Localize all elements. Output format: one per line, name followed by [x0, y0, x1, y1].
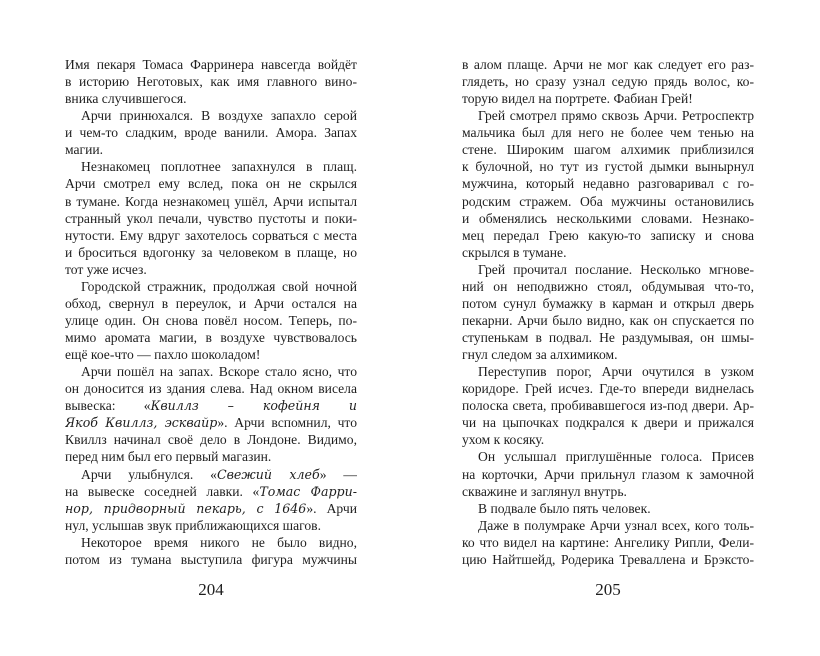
text-line [65, 380, 357, 397]
text-line [65, 158, 357, 175]
text-line [65, 329, 357, 346]
text-line [65, 295, 357, 312]
text-segment: вывеска: « [65, 398, 151, 414]
text-segment: Арчи смотрел ему вслед, пока он не скрылся [65, 176, 357, 192]
text-line [65, 141, 357, 158]
text-segment: Грей смотрел прямо сквозь Арчи. Ретроспектр [478, 108, 754, 124]
text-line [65, 312, 357, 329]
text-line [462, 483, 754, 500]
text-line [65, 56, 357, 73]
text-line [462, 431, 754, 448]
right-page-text [462, 56, 754, 568]
text-line [65, 534, 357, 551]
text-segment: перед ним был его первый магазин. [65, 449, 272, 465]
text-segment: ». Арчи вспомнил, что [217, 415, 357, 431]
text-segment: ступенькам в подвал. Не раздумывая, он шмы- [462, 330, 754, 345]
text-segment: торую видел на портрете. Фабиан Грей! [462, 91, 693, 107]
text-segment: потом сунул бумажку в карман и открыл дверь [462, 295, 754, 311]
text-segment: ещё кое-что — пахло шоколадом! [65, 347, 261, 363]
text-segment: родским стражем. Оба мужчины остановились [462, 193, 754, 209]
text-segment: ний он неподвижно стоял, обдумывая что-то, [462, 278, 754, 294]
text-segment: обход, свернул в переулок, и Арчи остался на [65, 295, 357, 311]
text-segment: вника случившегося. [65, 91, 187, 107]
text-segment: к булочной, но тут из густой дымки вынырнул [462, 159, 754, 175]
text-segment: глядеть, но сразу узнал седую прядь волос, ко- [462, 74, 754, 90]
text-segment: ко что видел на картине: Ангелику Рипли, Фели- [462, 534, 754, 550]
text-line [65, 107, 357, 124]
text-segment: нул, услышав звук приближающихся шагов. [65, 517, 321, 533]
text-line [462, 448, 754, 465]
text-line [462, 141, 754, 158]
text-segment: он доносится из здания слева. Над окном висела [65, 381, 357, 397]
text-segment: коридоре. Грей исчез. Где-то впереди виднелась [462, 381, 754, 397]
text-segment: цию Найтшейд, Родерика Треваллена и Брэксто- [462, 551, 754, 567]
text-line [462, 244, 754, 261]
left-page-text [65, 56, 357, 568]
text-line [462, 261, 754, 278]
text-line [462, 124, 754, 141]
text-segment: Квиллз начинал своё дело в Лондоне. Видимо, [65, 432, 357, 448]
text-segment: и броситься вдогонку за человеком в плаще, но [65, 244, 357, 260]
text-line [462, 500, 754, 517]
text-line [65, 414, 357, 431]
text-segment: нутости. Ему вдруг захотелось сорваться с места [65, 227, 357, 243]
text-segment: и чем-то сладким, вроде ванили. Амора. Запах [65, 125, 357, 141]
text-line [65, 210, 357, 227]
text-segment: магии. [65, 142, 104, 158]
text-segment: странный укол печали, чувство пустоты и поки- [65, 210, 357, 226]
text-segment: Некоторое время никого не было видно, [81, 534, 357, 550]
text-line [462, 193, 754, 210]
text-line [462, 551, 754, 568]
italic-sign-text: Томас Фарри- [259, 483, 357, 499]
text-segment: на вывеске соседней лавки. « [65, 483, 260, 499]
text-line [462, 397, 754, 414]
text-line [65, 227, 357, 244]
text-line [65, 124, 357, 141]
text-segment: Грей прочитал послание. Несколько мгнове- [478, 261, 754, 277]
text-line [462, 363, 754, 380]
text-segment: мец передал Грею какую-то записку и снова [462, 227, 754, 243]
text-segment: Он услышал приглушённые голоса. Присев [478, 449, 754, 465]
text-line [65, 448, 357, 465]
text-segment: в алом плаще. Арчи не мог как следует его раз- [462, 57, 754, 72]
text-segment: потом из тумана выступила фигура мужчины [65, 551, 357, 567]
text-segment: В подвале было пять человек. [478, 500, 651, 516]
text-line [462, 295, 754, 312]
text-line [65, 517, 357, 534]
text-segment: гнул следом за алхимиком. [462, 347, 618, 363]
text-line [462, 227, 754, 244]
text-line [462, 73, 754, 90]
text-segment: Переступив порог, Арчи очутился в узком [478, 364, 754, 380]
text-line [65, 193, 357, 210]
text-segment: скважине и заглянул внутрь. [462, 483, 627, 499]
text-segment: Арчи улыбнулся. « [81, 466, 217, 482]
text-segment: чи на цыпочках подкрался к двери и прижался [462, 415, 754, 431]
text-line [65, 466, 357, 483]
text-segment: улице один. Он снова повёл носом. Теперь, по- [65, 312, 357, 328]
text-segment: тот уже исчез. [65, 261, 147, 277]
text-segment: скрылся в тумане. [462, 244, 567, 260]
text-line [462, 534, 754, 551]
text-segment: Имя пекаря Томаса Фарринера навсегда войдёт [65, 57, 357, 72]
text-line [462, 278, 754, 295]
text-line [65, 261, 357, 278]
text-segment: на корточки, Арчи прильнул глазом к замочной [462, 466, 754, 482]
text-line [65, 431, 357, 448]
italic-sign-text: Якоб Квиллз, эсквайр [65, 415, 218, 431]
text-line [462, 466, 754, 483]
text-line [462, 107, 754, 124]
text-line [462, 414, 754, 431]
text-segment: в историю Неготовых, как имя главного вино- [65, 74, 357, 90]
right-page-number: 205 [595, 580, 621, 599]
text-segment: мужчина, который недавно разговаривал с го- [462, 176, 754, 192]
text-line [65, 397, 357, 414]
text-line [462, 517, 754, 534]
text-segment: Арчи пошёл на запах. Вскоре стало ясно, что [81, 364, 357, 380]
text-line [65, 346, 357, 363]
text-line [462, 56, 754, 73]
text-line [65, 244, 357, 261]
text-line [462, 210, 754, 227]
italic-sign-text: Свежий хлеб [216, 466, 320, 482]
text-line [462, 175, 754, 192]
text-segment: пекарни. Арчи было видно, как он спускается по [462, 312, 754, 328]
text-segment: стене. Широким шагом алхимик приблизился [462, 142, 754, 158]
text-line [65, 175, 357, 192]
text-segment: Незнакомец поплотнее запахнулся в плащ. [81, 159, 357, 175]
text-line [462, 329, 754, 346]
text-segment: и обменялись несколькими словами. Незнако- [462, 210, 754, 226]
text-line [462, 380, 754, 397]
left-page-number: 204 [198, 580, 224, 599]
text-segment: Даже в полумраке Арчи узнал всех, кого толь- [478, 517, 754, 533]
text-line [65, 500, 357, 517]
text-segment: полоска света, пробивавшегося из-под двери. Ар- [462, 398, 754, 414]
text-segment: мимо аромата магии, в воздухе чувствовалось [65, 330, 357, 345]
text-line [65, 278, 357, 295]
text-line [462, 90, 754, 107]
text-segment: ». Арчи [306, 500, 357, 516]
text-line [462, 312, 754, 329]
italic-sign-text: нор, придворный пекарь, с 1646 [65, 500, 307, 516]
text-line [65, 90, 357, 107]
text-segment: в тумане. Когда незнакомец ушёл, Арчи испытал [65, 193, 357, 209]
text-segment: » — [319, 466, 357, 482]
text-line [65, 483, 357, 500]
text-segment: мальчика был для него не более чем тенью на [462, 125, 754, 141]
text-segment: Городской стражник, продолжая свой ночной [81, 278, 357, 294]
text-line [65, 551, 357, 568]
text-line [462, 158, 754, 175]
text-segment: ухом к косяку. [462, 432, 545, 448]
text-line [462, 346, 754, 363]
italic-sign-text: Квиллз – кофейня и [150, 398, 357, 414]
text-line [65, 73, 357, 90]
text-segment: Арчи принюхался. В воздухе запахло серой [81, 108, 357, 124]
text-line [65, 363, 357, 380]
